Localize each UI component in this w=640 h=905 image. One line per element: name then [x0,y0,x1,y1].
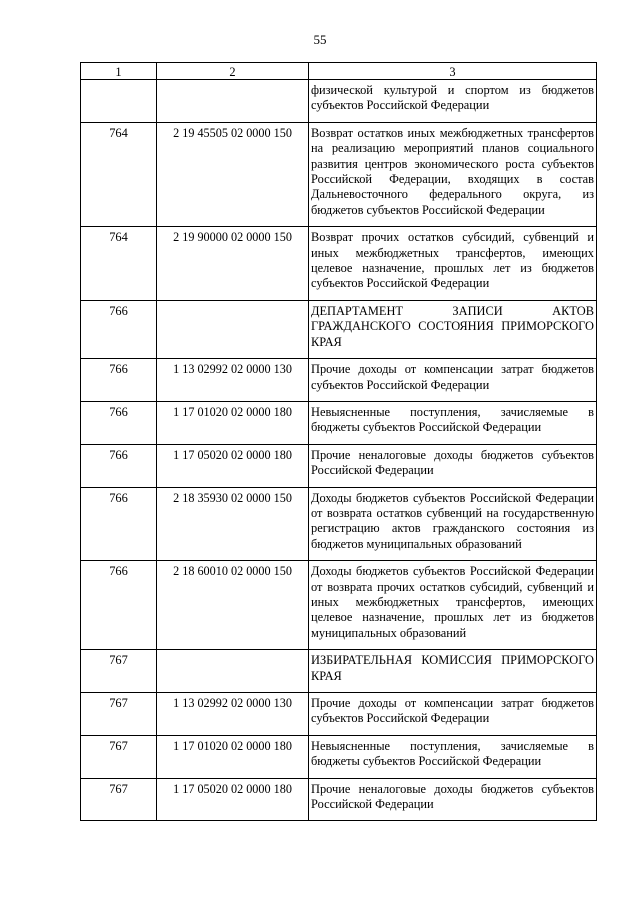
table-row [81,227,597,301]
table-row [81,401,597,444]
department-name-cell: ИЗБИРАТЕЛЬНАЯ КОМИССИЯ ПРИМОРСКОГО КРАЯ [309,650,597,693]
table-row [81,359,597,402]
table-row [81,735,597,778]
revenue-name-cell: Возврат прочих остатков субсидий, субвенций и иных межбюджетных трансфертов, имеющих целевое назначение, прошлых лет из бюджетов субъектов Российской Федерации [309,227,597,301]
revenue-code-cell: 2 18 35930 02 0000 150 [157,487,309,561]
revenue-code-cell [157,650,309,693]
revenue-name-cell: Невыясненные поступления, зачисляемые в бюджеты субъектов Российской Федерации [309,401,597,444]
admin-code-cell [81,80,157,123]
revenue-code-cell: 2 19 45505 02 0000 150 [157,122,309,226]
admin-code-cell: 766 [81,401,157,444]
revenue-code-cell: 1 17 01020 02 0000 180 [157,735,309,778]
table-header-row [81,63,597,80]
table-row [81,693,597,736]
revenue-code-cell: 1 13 02992 02 0000 130 [157,693,309,736]
revenue-name-cell: Прочие доходы от компенсации затрат бюджетов субъектов Российской Федерации [309,693,597,736]
revenue-name-cell: Возврат остатков иных межбюджетных трансфертов на реализацию мероприятий планов социального развития центров экономического роста субъектов Российской Федерации, входящих в состав Дальневосточного федерального округа, из бюджетов субъектов Российской Федерации [309,122,597,226]
table-body [81,80,597,821]
revenue-name-cell: Прочие доходы от компенсации затрат бюджетов субъектов Российской Федерации [309,359,597,402]
admin-code-cell: 767 [81,778,157,821]
table-row [81,444,597,487]
revenue-name-cell: Невыясненные поступления, зачисляемые в бюджеты субъектов Российской Федерации [309,735,597,778]
table-row [81,122,597,226]
admin-code-cell: 764 [81,122,157,226]
revenue-code-cell [157,80,309,123]
table-row [81,561,597,650]
admin-code-cell: 767 [81,693,157,736]
table-row [81,80,597,123]
admin-code-cell: 766 [81,487,157,561]
admin-code-cell: 767 [81,735,157,778]
revenue-name-cell: Доходы бюджетов субъектов Российской Федерации от возврата прочих остатков субсидий, субвенций и иных межбюджетных трансфертов, имеющих целевое назначение, прошлых лет из бюджетов муниципальных образований [309,561,597,650]
table-row [81,778,597,821]
table-row [81,300,597,358]
page-number: 55 [313,32,327,47]
revenue-codes-table [80,62,597,821]
admin-code-cell: 766 [81,444,157,487]
revenue-name-cell: Прочие неналоговые доходы бюджетов субъектов Российской Федерации [309,778,597,821]
revenue-code-cell: 1 17 05020 02 0000 180 [157,444,309,487]
revenue-code-cell: 2 18 60010 02 0000 150 [157,561,309,650]
revenue-name-cell: Прочие неналоговые доходы бюджетов субъектов Российской Федерации [309,444,597,487]
admin-code-cell: 767 [81,650,157,693]
admin-code-cell: 766 [81,359,157,402]
revenue-name-cell: Доходы бюджетов субъектов Российской Федерации от возврата остатков субвенций на государственную регистрацию актов гражданского состояния из бюджетов муниципальных образований [309,487,597,561]
revenue-code-cell: 1 17 05020 02 0000 180 [157,778,309,821]
admin-code-cell: 766 [81,300,157,358]
department-name-cell: ДЕПАРТАМЕНТ ЗАПИСИ АКТОВ ГРАЖДАНСКОГО СОСТОЯНИЯ ПРИМОРСКОГО КРАЯ [309,300,597,358]
admin-code-cell: 766 [81,561,157,650]
header-col-1: 1 [81,63,157,80]
revenue-code-cell: 2 19 90000 02 0000 150 [157,227,309,301]
table-row [81,487,597,561]
header-col-2: 2 [157,63,309,80]
header-col-3: 3 [309,63,597,80]
table-row [81,650,597,693]
admin-code-cell: 764 [81,227,157,301]
revenue-name-cell: физической культурой и спортом из бюджетов субъектов Российской Федерации [309,80,597,123]
revenue-code-cell [157,300,309,358]
revenue-code-cell: 1 17 01020 02 0000 180 [157,401,309,444]
revenue-code-cell: 1 13 02992 02 0000 130 [157,359,309,402]
